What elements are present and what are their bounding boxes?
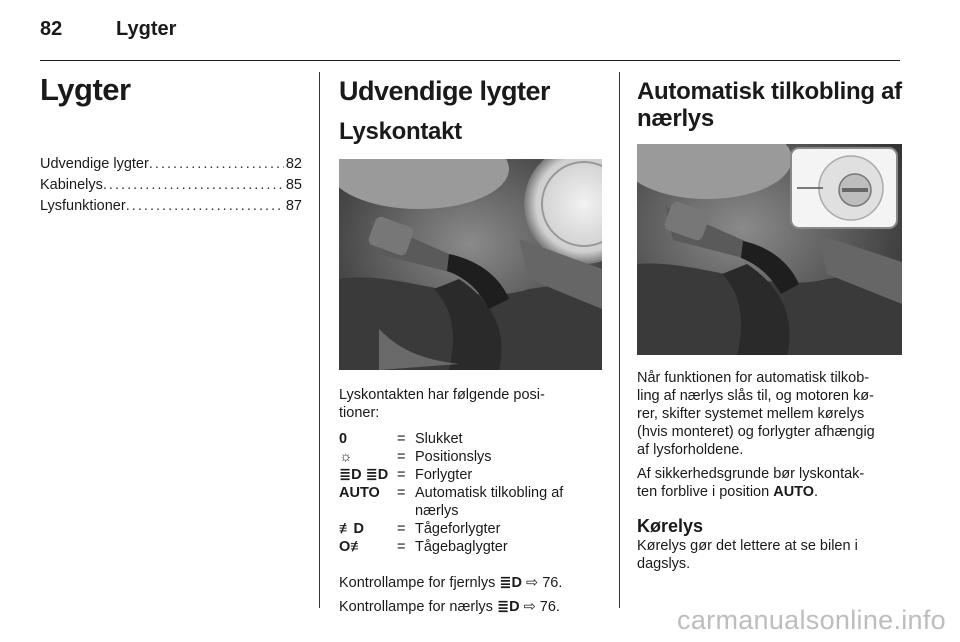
equals-sign: =	[397, 539, 406, 555]
column-divider-2	[619, 72, 620, 608]
paragraph-line: Når funktionen for automatisk tilkob-	[637, 370, 870, 386]
paragraph-line	[637, 483, 902, 501]
toc-label: Lysfunktioner	[40, 198, 126, 214]
safety-note	[637, 465, 902, 501]
subsection-heading: Kørelys	[637, 516, 704, 536]
table-of-contents	[40, 154, 302, 217]
daytime-light-text	[637, 537, 902, 573]
indicator-text: Kontrollampe for nærlys	[339, 599, 493, 615]
low-beam-indicator-text	[339, 598, 602, 616]
paragraph-line: Kørelys gør det lettere at se bilen i	[637, 538, 858, 554]
toc-entry-udvendige-lygter[interactable]	[40, 154, 302, 175]
position-label: Tågeforlygter	[415, 521, 501, 537]
section-heading	[637, 78, 902, 132]
toc-page: 85	[285, 177, 302, 193]
position-row	[339, 466, 602, 484]
toc-label: Udvendige lygter	[40, 156, 149, 172]
paragraph-line: dagslys.	[637, 556, 691, 572]
rear-fog-light-icon: O≢	[339, 539, 365, 555]
auto-symbol: AUTO	[339, 485, 380, 501]
high-beam-icon: ≣D	[499, 575, 522, 591]
light-switch-image	[339, 159, 602, 370]
equals-sign: =	[397, 467, 406, 483]
page-reference-link[interactable]: ⇨ 76.	[523, 599, 560, 615]
headlight-icon: ≣D ≣D	[339, 467, 389, 483]
parking-light-icon: ☼	[339, 449, 353, 465]
section-heading: Udvendige lygter	[339, 76, 551, 106]
header-divider	[40, 60, 900, 61]
position-row	[339, 538, 602, 556]
heading-line: Automatisk tilkobling af	[637, 78, 902, 105]
paragraph-line: (hvis monteret) og forlygter afhængig	[637, 424, 875, 440]
subsection-heading: Lyskontakt	[339, 118, 462, 145]
position-row	[339, 520, 602, 538]
column-toc	[40, 72, 302, 217]
off-symbol: 0	[339, 431, 348, 447]
equals-sign: =	[397, 431, 406, 447]
position-row	[339, 448, 602, 466]
paragraph-text: .	[814, 484, 819, 500]
toc-page: 87	[285, 198, 302, 214]
position-row	[339, 430, 602, 448]
toc-leader	[103, 175, 284, 196]
position-label-line: nærlys	[415, 503, 459, 519]
section-title: Lygter	[40, 72, 131, 107]
page-header	[40, 18, 176, 48]
intro-line: Lyskontakten har følgende posi-	[339, 387, 545, 403]
position-label: Slukket	[415, 431, 463, 447]
column-exterior-lights	[339, 72, 602, 616]
high-beam-indicator-text	[339, 574, 602, 592]
column-auto-light	[637, 72, 902, 573]
heading-line: nærlys	[637, 105, 714, 132]
position-row	[339, 484, 602, 520]
position-label	[415, 484, 602, 520]
watermark: carmanualsonline.info	[677, 605, 946, 635]
auto-light-switch-illustration	[637, 144, 902, 355]
intro-text	[339, 386, 602, 422]
paragraph-line: af lysforholdene.	[637, 442, 744, 458]
paragraph-text: ten forblive i position	[637, 484, 774, 500]
column-divider-1	[319, 72, 320, 608]
equals-sign: =	[397, 521, 406, 537]
toc-entry-kabinelys[interactable]	[40, 175, 302, 196]
position-label-line: Automatisk tilkobling af	[415, 485, 564, 501]
page-reference-link[interactable]: ⇨ 76.	[526, 575, 563, 591]
toc-leader	[149, 154, 284, 175]
position-label: Tågebaglygter	[415, 539, 508, 555]
indicator-text: Kontrollampe for fjernlys	[339, 575, 496, 591]
toc-leader	[126, 196, 284, 217]
low-beam-icon: ≣D	[496, 599, 520, 615]
toc-entry-lysfunktioner[interactable]	[40, 196, 302, 217]
equals-sign: =	[397, 449, 406, 465]
equals-sign: =	[397, 485, 406, 501]
position-label: Positionslys	[415, 449, 492, 465]
page-number: 82	[40, 18, 63, 40]
auto-symbol: AUTO	[773, 484, 815, 500]
toc-label: Kabinelys	[40, 177, 103, 193]
auto-light-description	[637, 369, 902, 459]
toc-page: 82	[285, 156, 302, 172]
chapter-title: Lygter	[116, 18, 177, 40]
switch-positions-list	[339, 430, 602, 556]
position-label: Forlygter	[415, 467, 473, 483]
light-switch-illustration	[339, 159, 602, 370]
paragraph-line: rer, skifter systemet mellem kørelys	[637, 406, 865, 422]
front-fog-light-icon: ≢D	[339, 521, 364, 537]
paragraph-line: ling af nærlys slås til, og motoren kø-	[637, 388, 874, 404]
auto-light-switch-image	[637, 144, 902, 355]
intro-line: tioner:	[339, 405, 380, 421]
paragraph-line: Af sikkerhedsgrunde bør lyskontak-	[637, 466, 865, 482]
